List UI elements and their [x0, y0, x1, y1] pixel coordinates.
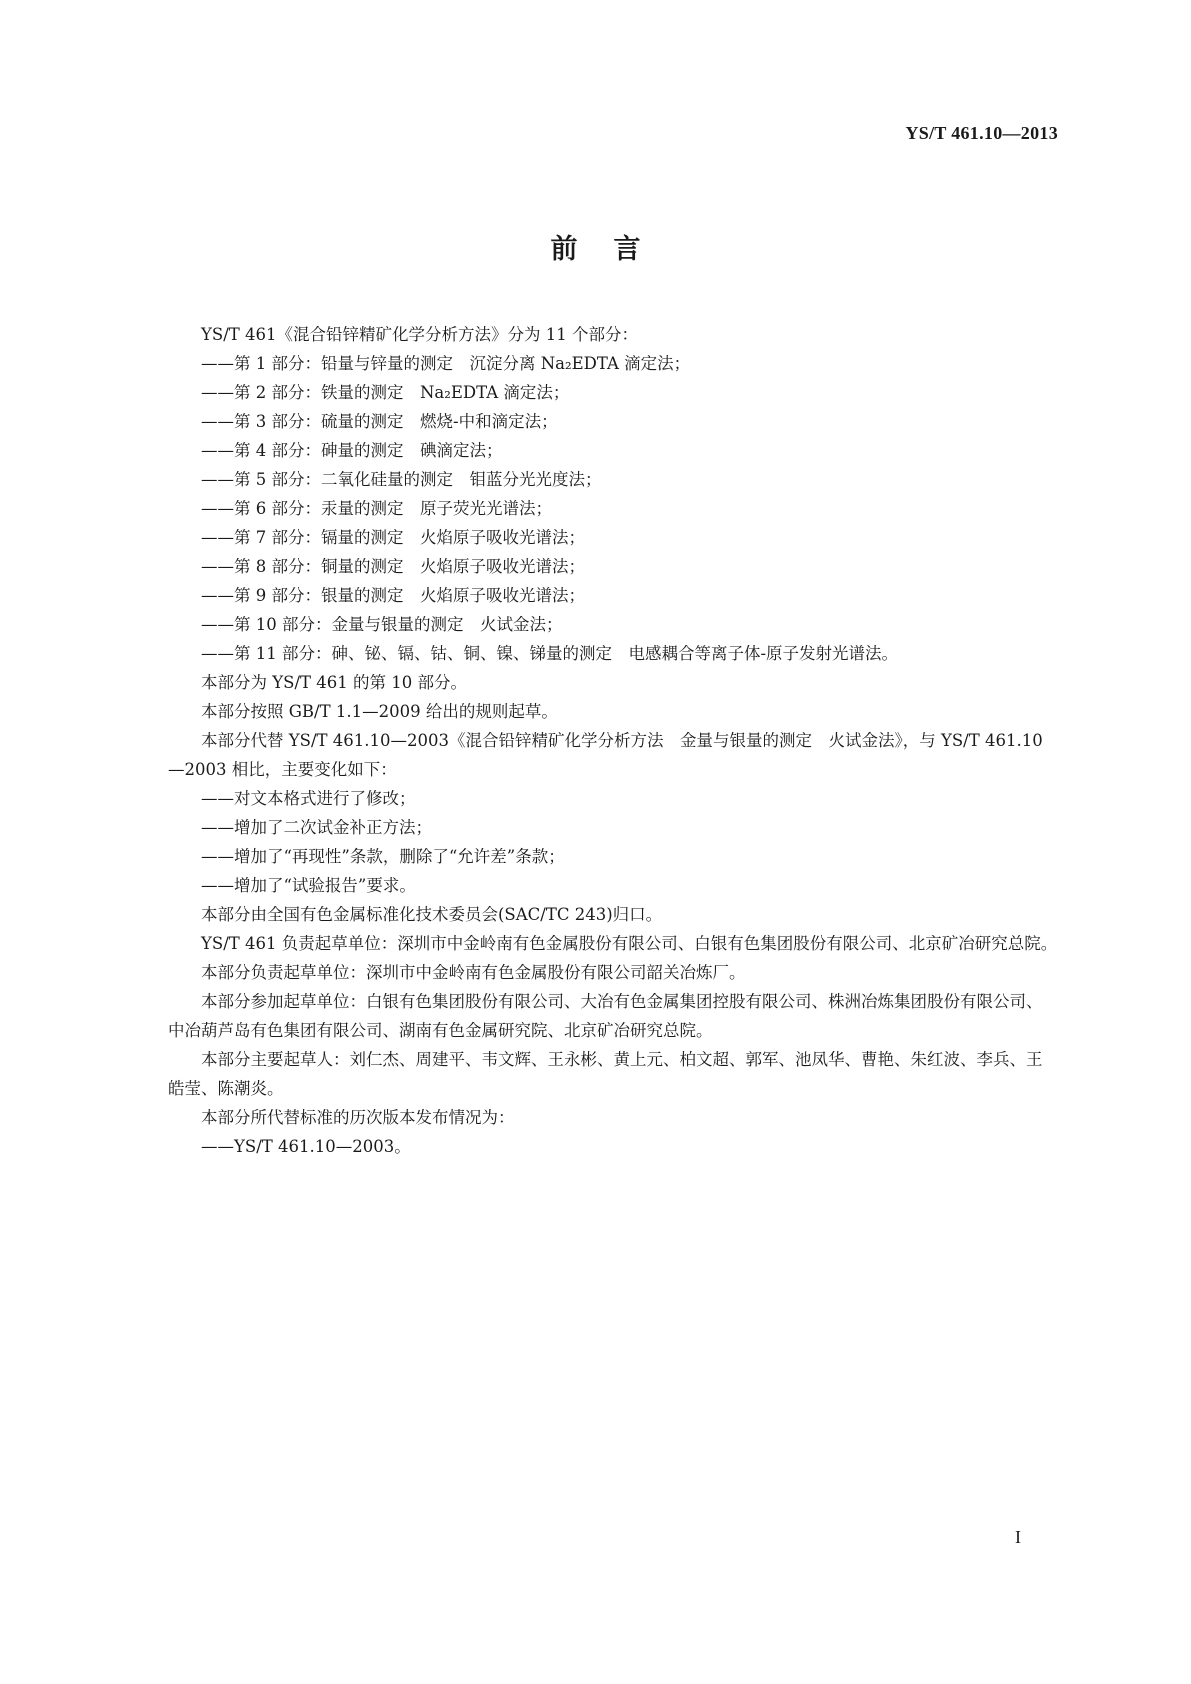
history-paragraph: 本部分所代替标准的历次版本发布情况为：: [201, 1108, 515, 1127]
change-list-item: ——增加了二次试金补正方法；: [201, 818, 432, 837]
change-list-item: ——增加了“再现性”条款，删除了“允许差”条款；: [201, 847, 565, 866]
part-list-item: ——第 2 部分：铁量的测定 Na₂EDTA 滴定法；: [201, 383, 570, 402]
part-list-item: ——第 5 部分：二氧化硅量的测定 钼蓝分光光度法；: [201, 470, 602, 489]
participating-units-paragraph: 本部分参加起草单位：白银有色集团股份有限公司、大冶有色金属集团控股有限公司、株洲冶炼集团股份有限公司、中冶葫芦岛有色集团有限公司、湖南有色金属研究院、北京矿冶研究总院。: [168, 992, 1043, 1040]
part-of-paragraph: 本部分为 YS/T 461 的第 10 部分。: [201, 673, 467, 692]
replaces-paragraph: 本部分代替 YS/T 461.10—2003《混合铅锌精矿化学分析方法 金量与银量的测定 火试金法》，与 YS/T 461.10—2003 相比，主要变化如下：: [168, 731, 1043, 779]
part-list-item: ——第 10 部分：金量与银量的测定 火试金法；: [201, 615, 563, 634]
change-list-item: ——对文本格式进行了修改；: [201, 789, 416, 808]
part-list-item: ——第 11 部分：砷、铋、镉、钴、铜、镍、锑量的测定 电感耦合等离子体-原子发射光谱法。: [201, 644, 899, 663]
foreword-body: [168, 320, 1058, 1161]
ys-drafting-units-paragraph: YS/T 461 负责起草单位：深圳市中金岭南有色金属股份有限公司、白银有色集团股份有限公司、北京矿冶研究总院。: [201, 934, 1058, 953]
standard-code-header: YS/T 461.10—2013: [905, 123, 1058, 143]
rules-paragraph: 本部分按照 GB/T 1.1—2009 给出的规则起草。: [201, 702, 558, 721]
part-list-item: ——第 3 部分：硫量的测定 燃烧-中和滴定法；: [201, 412, 558, 431]
page-number: I: [1015, 1527, 1021, 1547]
part-list-item: ——第 4 部分：砷量的测定 碘滴定法；: [201, 441, 503, 460]
intro-paragraph: YS/T 461《混合铅锌精矿化学分析方法》分为 11 个部分：: [201, 325, 638, 344]
part-list-item: ——第 6 部分：汞量的测定 原子荧光光谱法；: [201, 499, 552, 518]
part-list-item: ——第 8 部分：铜量的测定 火焰原子吸收光谱法；: [201, 557, 585, 576]
change-list-item: ——增加了“试验报告”要求。: [201, 876, 416, 895]
part-list-item: ——第 9 部分：银量的测定 火焰原子吸收光谱法；: [201, 586, 585, 605]
lead-unit-paragraph: 本部分负责起草单位：深圳市中金岭南有色金属股份有限公司韶关冶炼厂。: [201, 963, 746, 982]
page-title: 前言: [550, 234, 677, 265]
part-list-item: ——第 1 部分：铅量与锌量的测定 沉淀分离 Na₂EDTA 滴定法；: [201, 354, 691, 373]
history-list-item: ——YS/T 461.10—2003。: [201, 1137, 411, 1156]
part-list-item: ——第 7 部分：镉量的测定 火焰原子吸收光谱法；: [201, 528, 585, 547]
committee-paragraph: 本部分由全国有色金属标准化技术委员会(SAC/TC 243)归口。: [201, 905, 663, 924]
drafters-paragraph: 本部分主要起草人：刘仁杰、周建平、韦文辉、王永彬、黄上元、柏文超、郭军、池凤华、曹艳、朱红波、李兵、王皓莹、陈潮炎。: [168, 1050, 1043, 1098]
